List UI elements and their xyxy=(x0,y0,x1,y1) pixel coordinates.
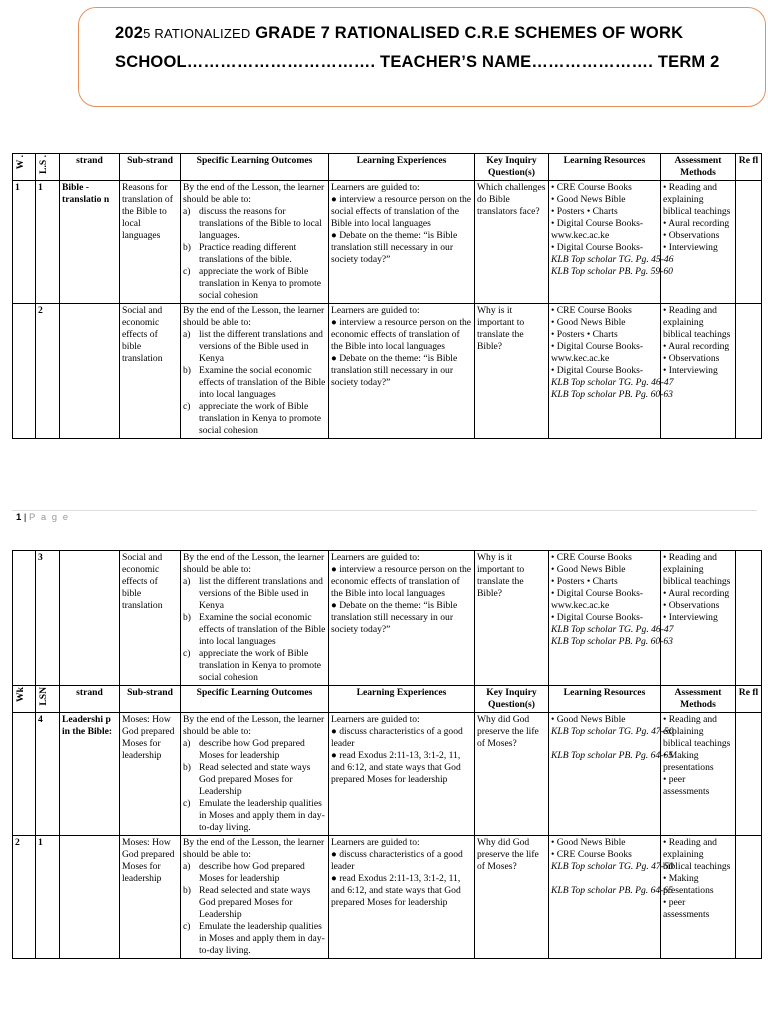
outcome-text: Practice reading different translations of the bible. xyxy=(199,242,297,265)
resource-reference xyxy=(551,738,658,750)
outcome-item xyxy=(183,921,326,957)
column-header: strand xyxy=(60,154,120,181)
outcome-text: list the different translations and versions of the Bible used in Kenya xyxy=(199,329,323,364)
resources-cell-line: • Posters • Charts xyxy=(551,576,618,587)
outcome-item xyxy=(183,738,326,762)
experiences-cell: Learners are guided to: ● interview a resource person on the economic effects of translation of the Bible into local languages ● Debate on the theme: “is Bible translation still necessary in our society today?” xyxy=(329,304,475,439)
outcome-item xyxy=(183,648,326,684)
resources-cell-line: • Good News Bible xyxy=(551,837,626,848)
outcome-letter: a) xyxy=(183,861,191,872)
strand-cell: Bible - translatio n xyxy=(60,181,120,304)
outcomes-list xyxy=(183,861,326,957)
column-header-label: L.S . xyxy=(38,155,49,174)
assessment-cell-line: • Reading and explaining biblical teachings xyxy=(663,714,731,749)
resources-cell-line: • Good News Bible xyxy=(551,564,626,575)
outcomes-list xyxy=(183,329,326,437)
resources-cell-line: • Good News Bible xyxy=(551,317,626,328)
column-header: Assessment Methods xyxy=(661,686,736,713)
resource-reference: KLB Top scholar TG. Pg. 47-50 xyxy=(551,861,674,872)
resource-reference: KLB Top scholar PB. Pg. 64-65 xyxy=(551,750,673,761)
assessment-cell-line: • Interviewing xyxy=(663,365,718,376)
reflection-cell xyxy=(736,304,762,439)
substrand-cell: Reasons for translation of the Bible to local languages xyxy=(120,181,181,304)
resources-cell-line: • Posters • Charts xyxy=(551,329,618,340)
outcomes-cell xyxy=(181,181,329,304)
resources-cell xyxy=(549,304,674,439)
school-teacher-term-line: SCHOOL……………………………. TEACHER’S NAME…………………. TERM 2 xyxy=(115,53,720,71)
assessment-cell-line: • peer assessments xyxy=(663,897,710,920)
resource-reference: KLB Top scholar PB. Pg. 59-60 xyxy=(551,266,673,277)
outcomes-intro: By the end of the Lesson, the learner should be able to: xyxy=(183,305,325,328)
outcomes-cell xyxy=(181,304,329,439)
inquiry-cell: Why did God preserve the life of Moses? xyxy=(475,836,549,959)
inquiry-cell: Why is it important to translate the Bible? xyxy=(475,551,549,686)
outcome-item xyxy=(183,576,326,612)
column-header: Specific Learning Outcomes xyxy=(181,154,329,181)
outcome-item xyxy=(183,861,326,885)
resource-reference: KLB Top scholar TG. Pg. 46-47 xyxy=(551,624,674,635)
resources-cell xyxy=(549,181,674,304)
title-main: GRADE 7 RATIONALISED C.R.E SCHEMES OF WORK xyxy=(255,24,684,42)
resource-reference xyxy=(551,873,658,885)
assessment-cell xyxy=(661,713,736,836)
strand-cell xyxy=(60,551,120,686)
resource-reference: KLB Top scholar TG. Pg. 45-46 xyxy=(551,254,674,265)
outcomes-list xyxy=(183,738,326,834)
week-cell xyxy=(13,713,36,836)
week-cell xyxy=(13,304,36,439)
outcomes-intro: By the end of the Lesson, the learner should be able to: xyxy=(183,837,325,860)
column-header: Key Inquiry Question(s) xyxy=(475,154,549,181)
resources-cell-line: • Digital Course Books- xyxy=(551,365,644,376)
resources-cell-line: • Good News Bible xyxy=(551,714,626,725)
outcome-item xyxy=(183,762,326,798)
table-row xyxy=(13,181,762,304)
substrand-cell: Moses: How God prepared Moses for leadership xyxy=(120,836,181,959)
lesson-cell: 3 xyxy=(36,551,60,686)
resources-cell-line: • Digital Course Books- xyxy=(551,612,644,623)
substrand-cell: Moses: How God prepared Moses for leadership xyxy=(120,713,181,836)
resources-cell-line: • CRE Course Books xyxy=(551,182,632,193)
outcome-text: Examine the social economic effects of translation of the Bible into local languages xyxy=(199,365,326,400)
column-header-label: LSN xyxy=(38,687,49,706)
outcome-letter: c) xyxy=(183,266,191,277)
outcomes-cell xyxy=(181,713,329,836)
outcome-letter: b) xyxy=(183,242,191,253)
assessment-cell-line: • Making presentations xyxy=(663,873,714,896)
outcome-item xyxy=(183,885,326,921)
outcome-text: list the different translations and versions of the Bible used in Kenya xyxy=(199,576,323,611)
header-box xyxy=(78,7,766,107)
lesson-cell: 2 xyxy=(36,304,60,439)
lesson-cell: 1 xyxy=(36,181,60,304)
column-header: Learning Resources xyxy=(549,154,661,181)
schemes-table-page1 xyxy=(12,153,762,439)
table-row xyxy=(13,304,762,439)
column-header: Re fl xyxy=(736,154,762,181)
assessment-cell-line: • Aural recording xyxy=(663,341,730,352)
strand-cell xyxy=(60,836,120,959)
outcome-text: appreciate the work of Bible translation in Kenya to promote social cohesion xyxy=(199,401,322,436)
week-cell: 1 xyxy=(13,181,36,304)
outcomes-list xyxy=(183,206,326,302)
experiences-cell: Learners are guided to: ● discuss characteristics of a good leader ● read Exodus 2:11-13, 3:1-2, 11, and 6:12, and state ways that God prepared Moses for leadership xyxy=(329,836,475,959)
column-header-label: Wk xyxy=(15,687,26,702)
assessment-cell-line: • Interviewing xyxy=(663,242,718,253)
resources-cell xyxy=(549,551,674,686)
outcome-text: Read selected and state ways God prepared Moses for Leadership xyxy=(199,885,311,920)
column-header xyxy=(36,154,60,181)
outcome-item xyxy=(183,612,326,648)
outcome-text: appreciate the work of Bible translation in Kenya to promote social cohesion xyxy=(199,266,322,301)
schemes-table-page2 xyxy=(12,550,762,959)
assessment-cell-line: • Aural recording xyxy=(663,588,730,599)
assessment-cell-line: • Reading and explaining biblical teachings xyxy=(663,552,731,587)
reflection-cell xyxy=(736,551,762,686)
resources-cell-line: • Digital Course Books-www.kec.ac.ke xyxy=(551,588,644,611)
outcomes-cell xyxy=(181,551,329,686)
resource-reference: KLB Top scholar PB. Pg. 60-63 xyxy=(551,636,673,647)
outcome-item xyxy=(183,329,326,365)
assessment-cell-line: • Observations xyxy=(663,600,720,611)
outcome-text: Emulate the leadership qualities in Moses and apply them in day-to-day living. xyxy=(199,921,325,956)
outcomes-cell xyxy=(181,836,329,959)
assessment-cell-line: • Observations xyxy=(663,353,720,364)
assessment-cell xyxy=(661,551,736,686)
assessment-cell-line: • Reading and explaining biblical teachings xyxy=(663,305,731,340)
document-title xyxy=(115,24,683,43)
resource-reference: KLB Top scholar TG. Pg. 47-50 xyxy=(551,726,674,737)
column-header-label: W . xyxy=(15,155,26,170)
column-header: Learning Resources xyxy=(549,686,661,713)
column-header: Learning Experiences xyxy=(329,686,475,713)
column-header: Key Inquiry Question(s) xyxy=(475,686,549,713)
outcome-letter: a) xyxy=(183,576,191,587)
strand-cell xyxy=(60,304,120,439)
outcome-text: Read selected and state ways God prepared Moses for Leadership xyxy=(199,762,311,797)
column-header xyxy=(36,686,60,713)
outcome-letter: b) xyxy=(183,365,191,376)
outcome-text: Examine the social economic effects of translation of the Bible into local languages xyxy=(199,612,326,647)
resources-cell-line: • Digital Course Books-www.kec.ac.ke xyxy=(551,341,644,364)
resources-cell-line: • Digital Course Books-www.kec.ac.ke xyxy=(551,218,644,241)
resources-cell-line: • Digital Course Books- xyxy=(551,242,644,253)
outcomes-intro: By the end of the Lesson, the learner should be able to: xyxy=(183,714,325,737)
column-header: Assessment Methods xyxy=(661,154,736,181)
substrand-cell: Social and economic effects of bible translation xyxy=(120,304,181,439)
outcome-letter: b) xyxy=(183,762,191,773)
inquiry-cell: Why did God preserve the life of Moses? xyxy=(475,713,549,836)
outcomes-intro: By the end of the Lesson, the learner should be able to: xyxy=(183,182,325,205)
footer-rule xyxy=(12,510,757,511)
substrand-cell: Social and economic effects of bible translation xyxy=(120,551,181,686)
outcome-letter: c) xyxy=(183,401,191,412)
outcome-text: discuss the reasons for translations of the Bible to local languages. xyxy=(199,206,322,241)
assessment-cell-line: • Making presentations xyxy=(663,750,714,773)
experiences-cell: Learners are guided to: ● discuss characteristics of a good leader ● read Exodus 2:11-13, 3:1-2, 11, and 6:12, and state ways that God prepared Moses for leadership xyxy=(329,713,475,836)
outcome-item xyxy=(183,242,326,266)
inquiry-cell: Why is it important to translate the Bible? xyxy=(475,304,549,439)
outcomes-intro: By the end of the Lesson, the learner should be able to: xyxy=(183,552,325,575)
outcome-letter: b) xyxy=(183,885,191,896)
column-header: strand xyxy=(60,686,120,713)
lesson-cell: 4 xyxy=(36,713,60,836)
week-cell: 2 xyxy=(13,836,36,959)
assessment-cell-line: • Reading and explaining biblical teachings xyxy=(663,837,731,872)
assessment-cell-line: • Interviewing xyxy=(663,612,718,623)
resource-reference: KLB Top scholar PB. Pg. 64-65 xyxy=(551,885,673,896)
reflection-cell xyxy=(736,713,762,836)
column-header: Specific Learning Outcomes xyxy=(181,686,329,713)
table-row xyxy=(13,551,762,686)
outcome-letter: a) xyxy=(183,738,191,749)
column-header: Sub-strand xyxy=(120,686,181,713)
outcome-letter: c) xyxy=(183,648,191,659)
strand-cell: Leadershi p in the Bible: xyxy=(60,713,120,836)
outcome-letter: c) xyxy=(183,798,191,809)
assessment-cell-line: • Observations xyxy=(663,230,720,241)
column-header: Learning Experiences xyxy=(329,154,475,181)
resources-cell-line: • CRE Course Books xyxy=(551,552,632,563)
outcome-item xyxy=(183,266,326,302)
outcome-text: describe how God prepared Moses for leadership xyxy=(199,738,305,761)
outcome-text: Emulate the leadership qualities in Moses and apply them in day-to-day living. xyxy=(199,798,325,833)
outcome-letter: a) xyxy=(183,329,191,340)
column-header: Re fl xyxy=(736,686,762,713)
reflection-cell xyxy=(736,836,762,959)
inquiry-cell: Which challenges do Bible translators face? xyxy=(475,181,549,304)
assessment-cell xyxy=(661,304,736,439)
assessment-cell-line: • Aural recording xyxy=(663,218,730,229)
resources-cell xyxy=(549,713,674,836)
outcome-item xyxy=(183,798,326,834)
assessment-cell-line: • Reading and explaining biblical teachings xyxy=(663,182,731,217)
resources-cell xyxy=(549,836,674,959)
resources-cell-line: • CRE Course Books xyxy=(551,849,632,860)
page-separator: | xyxy=(21,512,30,523)
title-rationalized: 5 RATIONALIZED xyxy=(143,26,251,41)
title-year: 202 xyxy=(115,24,144,42)
resources-cell-line: • CRE Course Books xyxy=(551,305,632,316)
column-header xyxy=(13,154,36,181)
resources-cell-line: • Good News Bible xyxy=(551,194,626,205)
page-number: 1 xyxy=(16,512,22,523)
assessment-cell xyxy=(661,181,736,304)
table-header-row xyxy=(13,154,762,181)
lesson-cell: 1 xyxy=(36,836,60,959)
outcome-item xyxy=(183,401,326,437)
column-header xyxy=(13,686,36,713)
outcome-letter: a) xyxy=(183,206,191,217)
outcome-text: describe how God prepared Moses for leadership xyxy=(199,861,305,884)
table-row xyxy=(13,713,762,836)
experiences-cell: Learners are guided to: ● interview a resource person on the social effects of translation of the Bible into local languages ● Debate on the theme: “is Bible translation still necessary in our society today?” xyxy=(329,181,475,304)
resources-cell-line: • Posters • Charts xyxy=(551,206,618,217)
reflection-cell xyxy=(736,181,762,304)
resource-reference: KLB Top scholar PB. Pg. 60-63 xyxy=(551,389,673,400)
outcome-letter: b) xyxy=(183,612,191,623)
resource-reference: KLB Top scholar TG. Pg. 46-47 xyxy=(551,377,674,388)
outcome-text: appreciate the work of Bible translation in Kenya to promote social cohesion xyxy=(199,648,322,683)
outcomes-list xyxy=(183,576,326,684)
assessment-cell xyxy=(661,836,736,959)
assessment-cell-line: • peer assessments xyxy=(663,774,710,797)
outcome-item xyxy=(183,365,326,401)
outcome-letter: c) xyxy=(183,921,191,932)
table-header-row xyxy=(13,686,762,713)
page-footer xyxy=(16,512,69,523)
table-row xyxy=(13,836,762,959)
outcome-item xyxy=(183,206,326,242)
week-cell xyxy=(13,551,36,686)
experiences-cell: Learners are guided to: ● interview a resource person on the economic effects of translation of the Bible into local languages ● Debate on the theme: “is Bible translation still necessary in our society today?” xyxy=(329,551,475,686)
page-label: P a g e xyxy=(29,512,70,523)
column-header: Sub-strand xyxy=(120,154,181,181)
